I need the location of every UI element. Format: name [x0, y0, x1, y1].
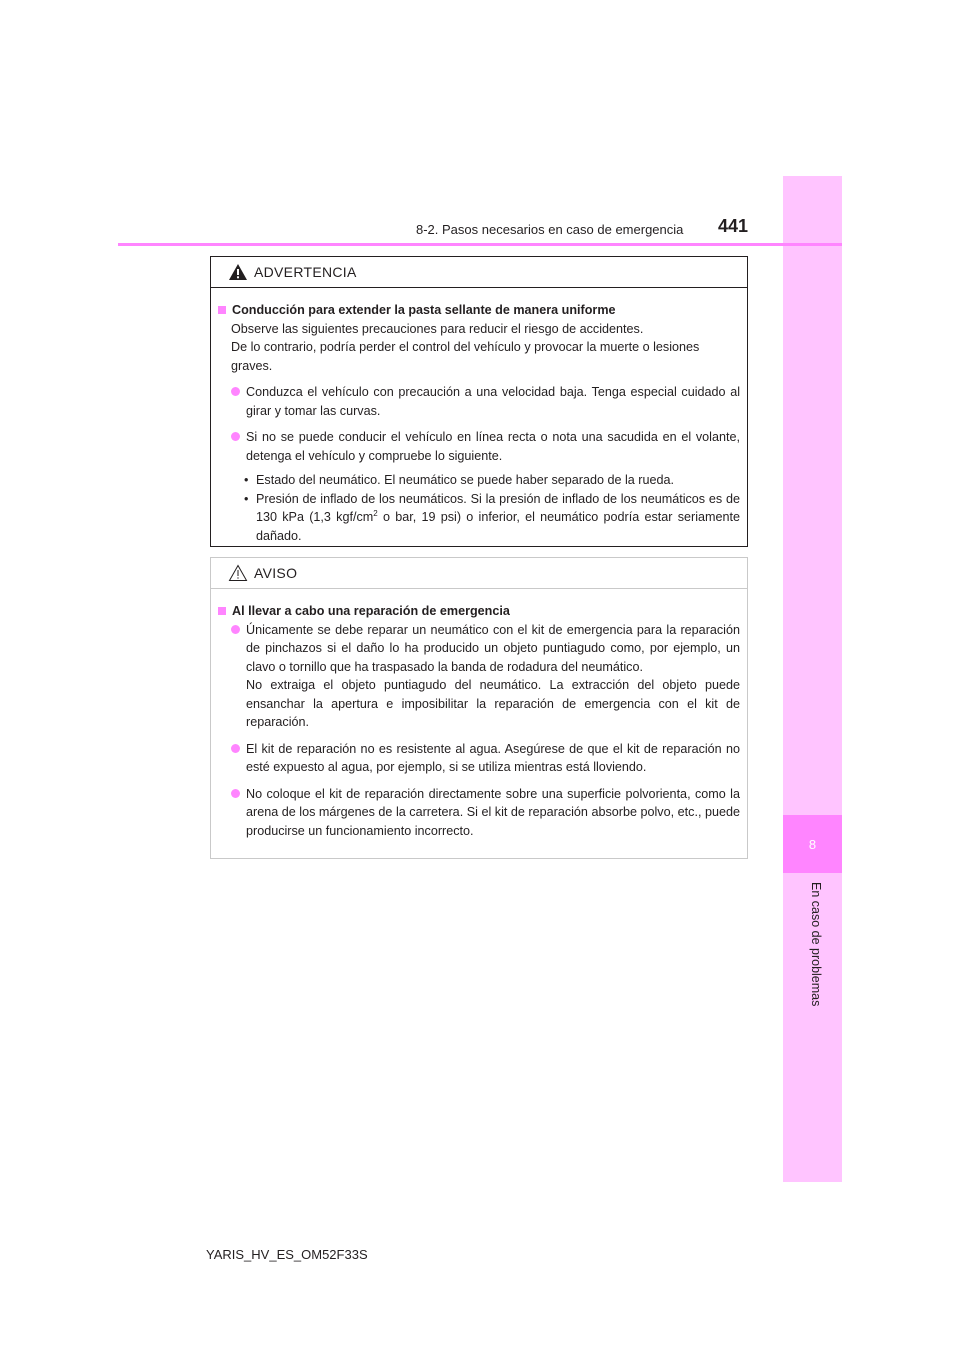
header-section-title: 8-2. Pasos necesarios en caso de emergencia [416, 222, 684, 237]
notice-body [211, 589, 747, 840]
sub-item-marker: • [244, 473, 249, 487]
notice-bullet-3 [218, 785, 740, 841]
warning-box [210, 256, 748, 547]
warning-intro-1: Observe las siguientes precauciones para reducir el riesgo de accidentes. [231, 321, 644, 336]
chapter-number: 8 [783, 815, 842, 873]
warning-sub-2-text [256, 490, 740, 546]
warning-triangle-icon [228, 263, 248, 281]
warning-sub-item-1 [218, 471, 740, 490]
warning-bullet-1-text: Conduzca el vehículo con precaución a una velocidad baja. Tenga especial cuidado al girar y tomar las curvas. [246, 385, 740, 418]
square-bullet-icon [218, 607, 226, 615]
chapter-label: En caso de problemas [809, 882, 823, 1007]
notice-bullet-1 [218, 621, 740, 732]
warning-bullet-1 [218, 383, 740, 420]
round-bullet-icon [231, 789, 240, 798]
warning-bullet-2-text: Si no se puede conducir el vehículo en línea recta o nota una sacudida en el volante, detenga el vehículo y compruebe lo siguiente. [246, 430, 740, 463]
notice-heading [218, 602, 740, 621]
page-number: 441 [718, 216, 749, 236]
header-rule [118, 243, 842, 246]
notice-bullet-2 [218, 740, 740, 777]
notice-header [211, 558, 747, 589]
warning-heading [218, 301, 740, 320]
warning-sub-2-part-1: Presión de inflado de los neumáticos. Si la presión de inflado de los neumáticos es de 130 kPa (1,3 kgf/cm [256, 491, 740, 524]
round-bullet-icon [231, 387, 240, 396]
notice-bullet-1-para-1: Únicamente se debe reparar un neumático con el kit de emergencia para la reparación de pinchazos si el daño lo ha producido un objeto puntiagudo como, por ejemplo, un clavo o tornillo que ha traspasado la banda de rodadura del neumático. [246, 622, 740, 674]
warning-body [211, 288, 747, 545]
notice-bullet-3-text: No coloque el kit de reparación directamente sobre una superficie polvorienta, como la arena de los márgenes de la carretera. Si el kit de reparación absorbe polvo, etc., puede producirse un funcionamiento incorrecto. [246, 786, 740, 838]
footer-document-code: YARIS_HV_ES_OM52F33S [206, 1247, 368, 1262]
notice-bullet-1-text [246, 621, 740, 732]
round-bullet-icon [231, 744, 240, 753]
notice-heading-text: Al llevar a cabo una reparación de emergencia [232, 604, 510, 618]
warning-heading-text: Conducción para extender la pasta sellante de manera uniforme [232, 303, 616, 317]
warning-sub-2-superscript: 2 [373, 508, 378, 518]
round-bullet-icon [231, 625, 240, 634]
notice-title: AVISO [254, 565, 298, 581]
notice-bullet-2-text: El kit de reparación no es resistente al agua. Asegúrese de que el kit de reparación no esté expuesto al agua, por ejemplo, si se utiliza mientras está lloviendo. [246, 741, 740, 774]
caution-triangle-outline-icon [228, 564, 248, 582]
warning-intro-2: De lo contrario, podría perder el control del vehículo y provocar la muerte o lesiones graves. [231, 340, 700, 373]
notice-box [210, 557, 748, 859]
warning-bullet-2 [218, 428, 740, 465]
warning-header [211, 257, 747, 288]
warning-sub-1-text: Estado del neumático. El neumático se puede haber separado de la rueda. [256, 473, 674, 487]
sub-item-marker: • [244, 491, 249, 506]
warning-sub-2-part-2: o bar, 19 psi) o inferior, el neumático podría estar seriamente dañado. [256, 510, 741, 543]
square-bullet-icon [218, 306, 226, 314]
notice-bullet-1-para-2: No extraiga el objeto puntiagudo del neumático. La extracción del objeto puede ensanchar la apertura e imposibilitar la reparación de emergencia con el kit de reparación. [246, 678, 740, 729]
warning-title: ADVERTENCIA [254, 264, 357, 280]
warning-sub-item-2 [218, 490, 740, 546]
round-bullet-icon [231, 432, 240, 441]
